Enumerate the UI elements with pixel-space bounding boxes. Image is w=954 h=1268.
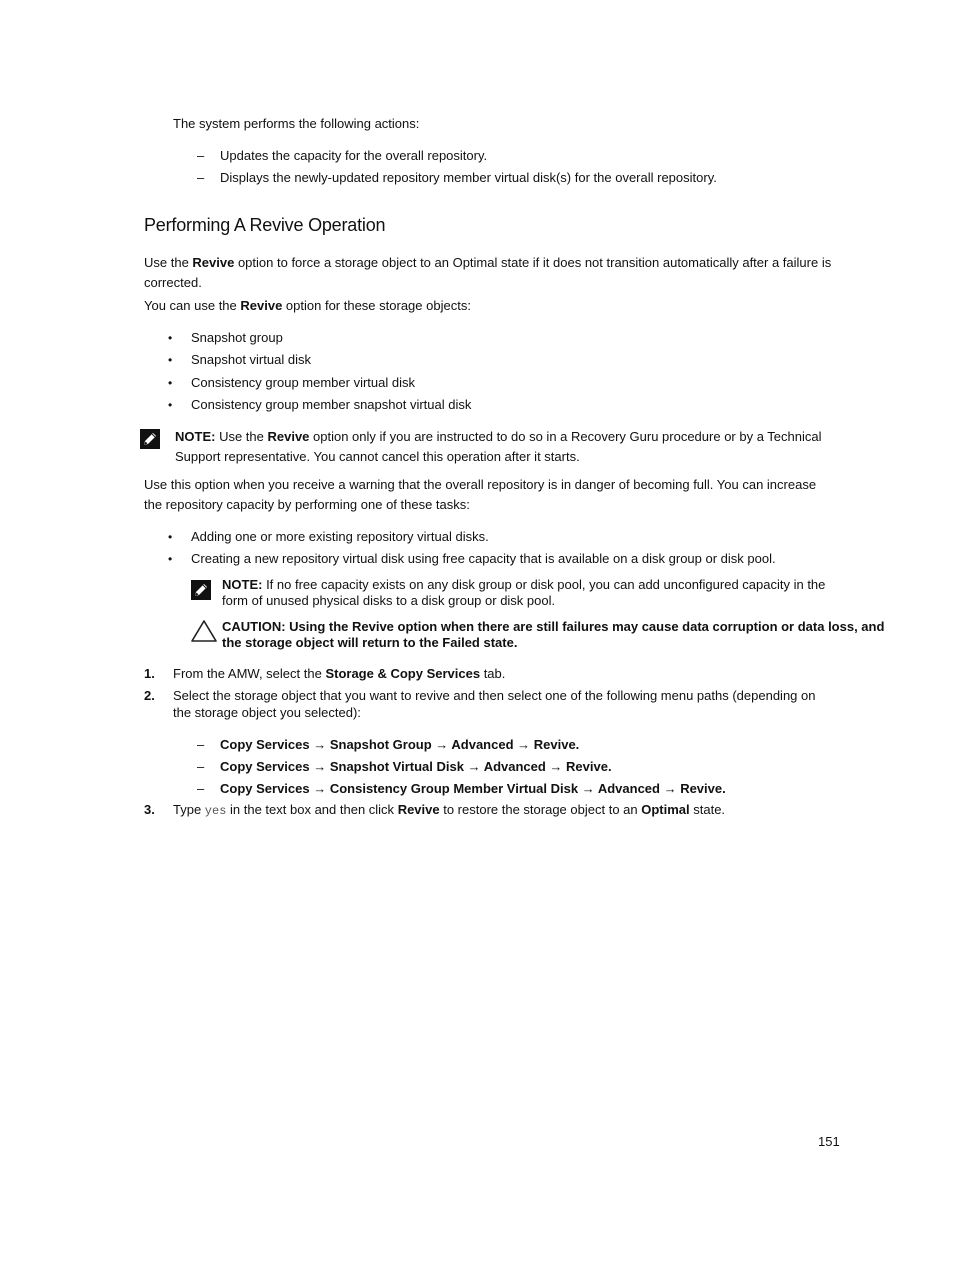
para3-line2: the repository capacity by performing one of these tasks: [144,497,470,512]
note-pencil-icon [191,580,211,600]
bullet-marker: • [168,331,173,345]
page-number: 151 [818,1134,840,1149]
bullet-marker: • [168,552,173,566]
note-pencil-icon [140,429,160,449]
object-item: Snapshot virtual disk [191,352,311,367]
bullet-marker: • [168,530,173,544]
caution-line2: the storage object will return to the Failed state. [222,635,518,650]
dash-marker: – [197,737,205,752]
dash-marker: – [197,759,205,774]
step-3-text: Type yes in the text box and then click Revive to restore the storage object to an Optimal state. [173,802,726,818]
action-item: Updates the capacity for the overall repository. [220,148,488,163]
intro-text: The system performs the following actions: [173,116,420,131]
note1-line2: Support representative. You cannot cancel this operation after it starts. [175,449,580,464]
object-item: Consistency group member virtual disk [191,375,415,390]
bullet-marker: • [168,398,173,412]
task-item: Adding one or more existing repository virtual disks. [191,529,489,544]
dash-marker: – [197,148,205,163]
step-number: 3. [144,802,155,817]
step-2-line2: the storage object you selected): [173,705,361,720]
step-2-line1: Select the storage object that you want to revive and then select one of the following menu paths (depending on [173,688,816,703]
section-heading: Performing A Revive Operation [144,215,386,235]
action-item: Displays the newly-updated repository member virtual disk(s) for the overall repository. [220,170,717,185]
step-number: 2. [144,688,155,703]
para2: You can use the Revive option for these storage objects: [144,298,471,313]
menu-path: Copy Services → Consistency Group Member Virtual Disk → Advanced → Revive. [220,781,726,796]
caution-line1: CAUTION: Using the Revive option when there are still failures may cause data corruption or data loss, and [222,619,885,634]
note2-line2: form of unused physical disks to a disk group or disk pool. [222,593,556,608]
step-1-text: From the AMW, select the Storage & Copy Services tab. [173,666,506,681]
object-item: Consistency group member snapshot virtual disk [191,397,472,412]
note2-line1: NOTE: If no free capacity exists on any disk group or disk pool, you can add unconfigured capacity in the [222,577,826,592]
para3-line1: Use this option when you receive a warning that the overall repository is in danger of becoming full. You can increase [144,477,817,492]
para1-line2: corrected. [144,275,202,290]
para1-line1: Use the Revive option to force a storage object to an Optimal state if it does not transition automatically after a failure is [144,255,832,270]
object-item: Snapshot group [191,330,283,345]
dash-marker: – [197,781,205,796]
bullet-marker: • [168,376,173,390]
step-number: 1. [144,666,155,681]
menu-path: Copy Services → Snapshot Virtual Disk → Advanced → Revive. [220,759,612,774]
caution-triangle-icon [190,619,218,643]
bullet-marker: • [168,353,173,367]
dash-marker: – [197,170,205,185]
note1-line1: NOTE: Use the Revive option only if you are instructed to do so in a Recovery Guru procedure or by a Technical [175,429,822,444]
menu-path: Copy Services → Snapshot Group → Advanced → Revive. [220,737,580,752]
task-item: Creating a new repository virtual disk using free capacity that is available on a disk group or disk pool. [191,551,776,566]
